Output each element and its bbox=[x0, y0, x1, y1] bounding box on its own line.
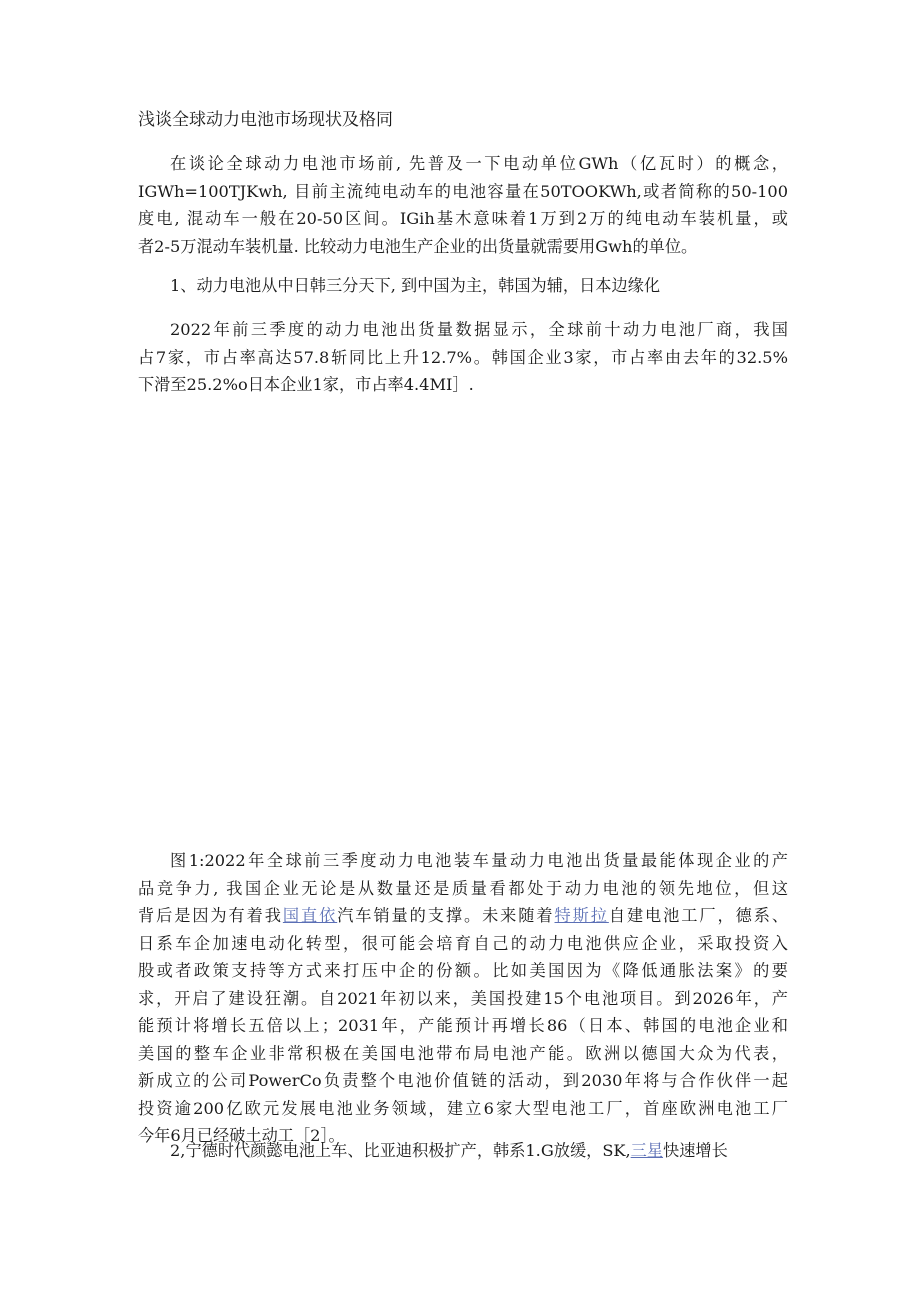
paragraph-line: 在谈论全球动力电池市场前, 先普及一下电动单位GWh（亿瓦时）的概念， bbox=[170, 154, 788, 173]
section-heading-2 bbox=[170, 1137, 728, 1165]
intro-paragraph bbox=[138, 150, 788, 260]
paragraph-line: 品竞争力, 我国企业无论是从数量还是质量看都处于动力电池的领先地位，但这 bbox=[138, 878, 788, 898]
paragraph-line: 今年6月已经破土动工［2］。 bbox=[138, 1126, 345, 1145]
link-domestic[interactable]: 国直依 bbox=[282, 906, 338, 925]
text-segment: 自建电池工厂，德系、 bbox=[608, 906, 789, 925]
paragraph-line: 美国的整车企业非常积极在美国电池带布局电池产能。欧洲以德国大众为代表， bbox=[138, 1043, 788, 1063]
analysis-paragraph bbox=[138, 847, 788, 1150]
text-segment: 2,宁德时代颜懿电池上车、比亚迪积极扩产，韩系1.G放缓，SK, bbox=[170, 1141, 631, 1160]
paragraph-line: IGWh=100TJKwh, 目前主流纯电动车的电池容量在50TOOKWh,或者简称的50-100 bbox=[138, 181, 788, 201]
paragraph-line bbox=[138, 902, 788, 930]
paragraph-line: 下滑至25.2%o日本企业1家，市占率4.4MI］. bbox=[138, 375, 474, 394]
text-segment: 汽车销量的支撑。未来随着 bbox=[337, 906, 555, 925]
market-share-paragraph bbox=[138, 316, 788, 399]
paragraph-line: 求，开启了建设狂潮。自2021年初以来，美国投建15个电池项目。到2026年，产 bbox=[138, 988, 788, 1008]
paragraph-line: 2022年前三季度的动力电池出货量数据显示，全球前十动力电池厂商，我国 bbox=[170, 320, 788, 339]
paragraph-line: 日系车企加速电动化转型，很可能会培育自己的动力电池供应企业，采取投资入 bbox=[138, 933, 788, 953]
paragraph-line: 投资逾200亿欧元发展电池业务领域，建立6家大型电池工厂，首座欧洲电池工厂 bbox=[138, 1098, 788, 1118]
text-segment: 背后是因为有着我 bbox=[138, 906, 283, 925]
paragraph-line: 图1:2022年全球前三季度动力电池装车量动力电池出货量最能体现企业的产 bbox=[170, 851, 788, 870]
paragraph-line: 股或者政策支持等方式来打压中企的份额。比如美国因为《降低通胀法案》的要 bbox=[138, 961, 788, 980]
paragraph-line: 占7家，市占率高达57.8斩同比上升12.7%。韩国企业3家，市占率由去年的32.5% bbox=[138, 347, 788, 367]
paragraph-line: 度电, 混动车一般在20-50区间。IGih基木意味着1万到2万的纯电动车装机量，或 bbox=[138, 209, 788, 228]
link-tesla[interactable]: 特斯拉 bbox=[554, 906, 609, 925]
section-heading-1: 1、动力电池从中日韩三分天下, 到中国为主，韩国为辅，日本边缘化 bbox=[170, 276, 661, 295]
figure-placeholder bbox=[138, 400, 788, 840]
paragraph-line: 新成立的公司PowerCo负责整个电池价值链的活动，到2030年将与合作伙伴一起 bbox=[138, 1071, 788, 1090]
link-samsung[interactable]: 三星 bbox=[630, 1141, 664, 1160]
document-title: 浅谈全球动力电池市场现状及格同 bbox=[138, 110, 393, 130]
text-segment: 快速增长 bbox=[663, 1141, 728, 1160]
paragraph-line: 能预计将增长五倍以上；2031年，产能预计再增长86（日本、韩国的电池企业和 bbox=[138, 1016, 788, 1035]
paragraph-line: 者2-5万混动车装机量. 比较动力电池生产企业的出货量就需要用Gwh的单位。 bbox=[138, 236, 698, 256]
